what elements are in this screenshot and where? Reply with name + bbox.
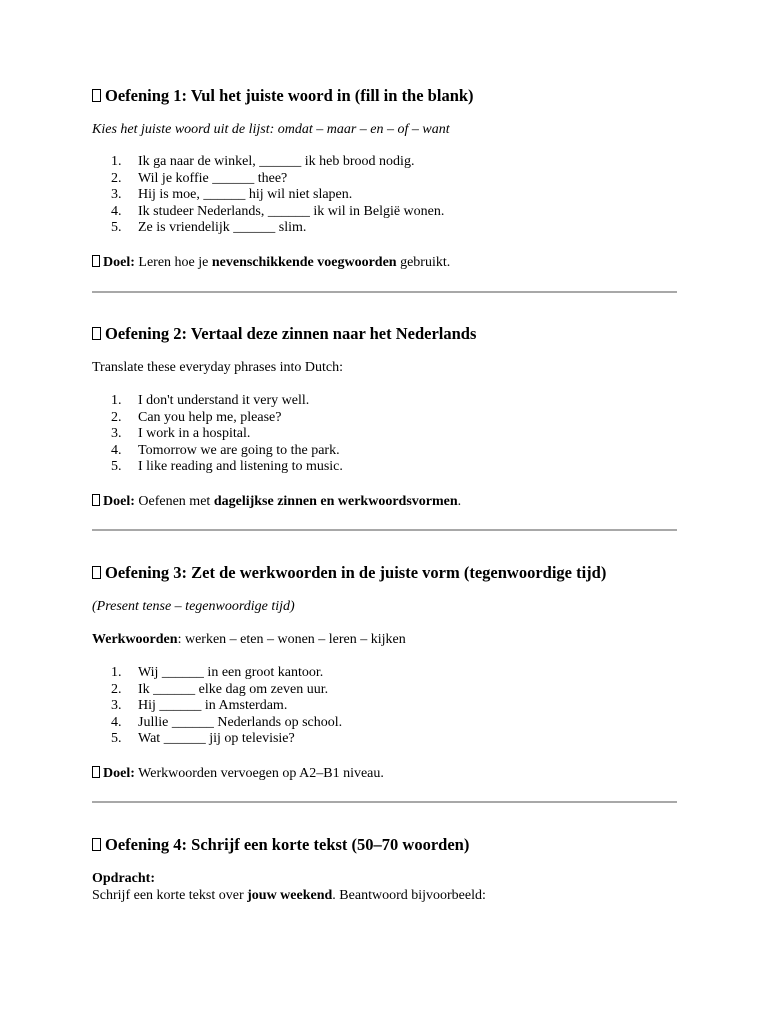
list-item: 3. Hij is moe, ______ hij wil niet slapen. [111,187,353,203]
list-item: 4. Jullie ______ Nederlands op school. [111,714,343,730]
list-item: 5. I like reading and listening to music. [111,459,343,475]
exercise-2-instruction: Translate these everyday phrases into Dutch: [92,360,344,375]
exercise-1-instruction: Kies het juiste woord uit de lijst: omdat – maar – en – of – want [92,122,450,137]
list-item: 1. Wij ______ in een groot kantoor. [111,665,324,680]
list-item: 1. I don't understand it very well. [111,393,310,408]
missing-glyph-icon [92,327,101,340]
list-item: 1. Ik ga naar de winkel, ______ ik heb brood nodig. [111,154,415,169]
exercise-3-list [92,665,677,748]
exercise-2-goal: Doel: Oefenen met dagelijkse zinnen en werkwoordsvormen. [92,493,677,510]
exercise-4-task: Schrijf een korte tekst over jouw weekend. Beantwoord bijvoorbeeld: [92,888,486,903]
list-item: 2. Can you help me, please? [111,409,282,425]
exercise-1-goal: Doel: Leren hoe je nevenschikkende voegwoorden gebruikt. [92,254,677,271]
list-item: 2. Ik ______ elke dag om zeven uur. [111,681,329,697]
section-divider [92,529,677,531]
exercise-1-list [92,154,677,237]
missing-glyph-icon [92,255,100,267]
exercise-1 [92,86,677,271]
missing-glyph-icon [92,838,101,851]
list-item: 4. Tomorrow we are going to the park. [111,442,340,458]
list-item: 5. Wat ______ jij op televisie? [111,731,295,747]
exercise-4-title: Oefening 4: Schrijf een korte tekst (50–70 woorden) [92,835,677,855]
exercise-2 [92,324,677,510]
list-item: 3. Hij ______ in Amsterdam. [111,698,288,714]
exercise-3-goal: Doel: Werkwoorden vervoegen op A2–B1 niveau. [92,765,677,782]
exercise-3 [92,563,677,782]
missing-glyph-icon [92,89,101,102]
exercise-2-title: Oefening 2: Vertaal deze zinnen naar het Nederlands [92,324,677,344]
list-item: 4. Ik studeer Nederlands, ______ ik wil in België wonen. [111,203,445,219]
missing-glyph-icon [92,566,101,579]
exercise-4-task-label: Opdracht: [92,871,155,886]
exercise-3-title: Oefening 3: Zet de werkwoorden in de juiste vorm (tegenwoordige tijd) [92,563,677,583]
exercise-2-list [92,393,677,476]
missing-glyph-icon [92,494,100,506]
section-divider [92,291,677,293]
list-item: 5. Ze is vriendelijk ______ slim. [111,220,307,236]
exercise-4 [92,835,677,904]
list-item: 3. I work in a hospital. [111,426,251,442]
missing-glyph-icon [92,766,100,778]
exercise-3-verbs: Werkwoorden: werken – eten – wonen – leren – kijken [92,632,406,647]
section-divider [92,801,677,803]
exercise-1-title: Oefening 1: Vul het juiste woord in (fill in the blank) [92,86,677,106]
exercise-3-subtitle: (Present tense – tegenwoordige tijd) [92,599,295,614]
list-item: 2. Wil je koffie ______ thee? [111,170,288,186]
